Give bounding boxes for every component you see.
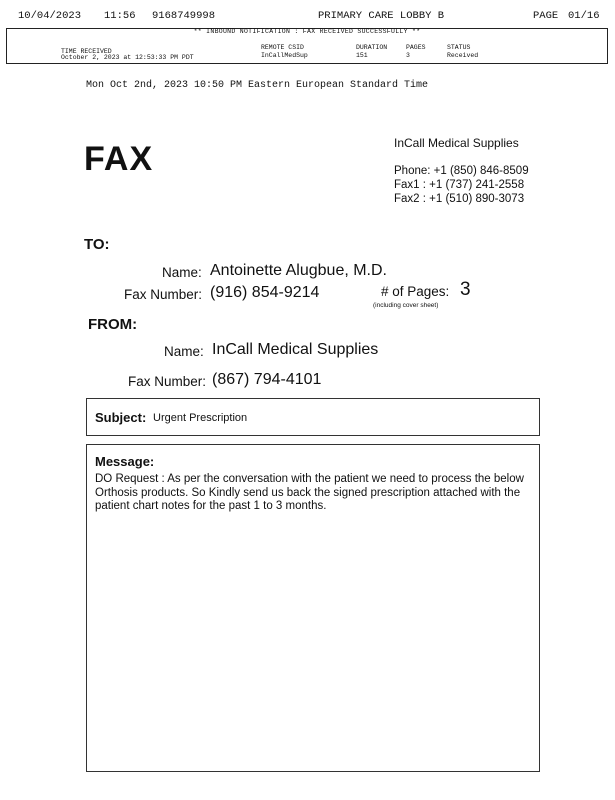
- to-fax-value: (916) 854-9214: [210, 284, 320, 301]
- to-name-label: Name:: [162, 265, 202, 280]
- to-name-value: Antoinette Alugbue, M.D.: [210, 262, 387, 279]
- inbound-notification-box: [6, 28, 608, 64]
- fax-title: FAX: [84, 140, 154, 178]
- message-label: Message:: [95, 454, 155, 469]
- cover-timestamp: Mon Oct 2nd, 2023 10:50 PM Eastern European Standard Time: [86, 80, 429, 91]
- time-received-label: TIME RECEIVED: [61, 48, 112, 55]
- header-date: 10/04/2023: [18, 10, 82, 22]
- remote-csid-label: REMOTE CSID: [261, 44, 304, 51]
- duration-label: DURATION: [356, 44, 388, 51]
- message-body: DO Request : As per the conversation with the patient we need to process the below Orthosis products. So Kindly send us back the signed prescription attached with the patient chart notes for the past 1 to 3 months.: [95, 473, 524, 512]
- from-name-label: Name:: [164, 344, 204, 359]
- from-fax-label: Fax Number:: [128, 374, 207, 389]
- pages-value: 3: [406, 52, 410, 59]
- sender-fax2: Fax2 : +1 (510) 890-3073: [394, 193, 525, 205]
- header-page-value: 01/16: [568, 10, 600, 22]
- to-heading: TO:: [84, 236, 110, 253]
- pages-note: (including cover sheet): [373, 302, 439, 309]
- header-fax-number: 9168749998: [152, 10, 216, 22]
- from-fax-value: (867) 794-4101: [212, 371, 322, 388]
- header-time: 11:56: [104, 10, 136, 22]
- to-pages-label: # of Pages:: [381, 284, 450, 299]
- header-location: PRIMARY CARE LOBBY B: [318, 10, 445, 22]
- subject-box: [86, 398, 540, 436]
- duration-value: 151: [356, 52, 368, 59]
- from-heading: FROM:: [88, 316, 138, 333]
- from-name-value: InCall Medical Supplies: [212, 341, 379, 358]
- to-fax-label: Fax Number:: [124, 287, 203, 302]
- remote-csid-value: InCallMedSup: [261, 52, 308, 59]
- to-pages-value: 3: [460, 279, 471, 300]
- subject-label: Subject:: [95, 410, 147, 425]
- status-label: STATUS: [447, 44, 471, 51]
- message-box: [86, 444, 540, 772]
- sender-fax1: Fax1 : +1 (737) 241-2558: [394, 179, 525, 191]
- sender-phone: Phone: +1 (850) 846-8509: [394, 165, 529, 177]
- time-received-value: October 2, 2023 at 12:53:33 PM PDT: [61, 54, 194, 61]
- pages-label: PAGES: [406, 44, 426, 51]
- status-value: Received: [447, 52, 479, 59]
- subject-value: Urgent Prescription: [153, 412, 248, 424]
- inbound-notification-title: ** INBOUND NOTIFICATION : FAX RECEIVED SUCCESSFULLY **: [193, 28, 421, 35]
- header-page-label: PAGE: [533, 10, 559, 22]
- sender-company: InCall Medical Supplies: [394, 136, 519, 150]
